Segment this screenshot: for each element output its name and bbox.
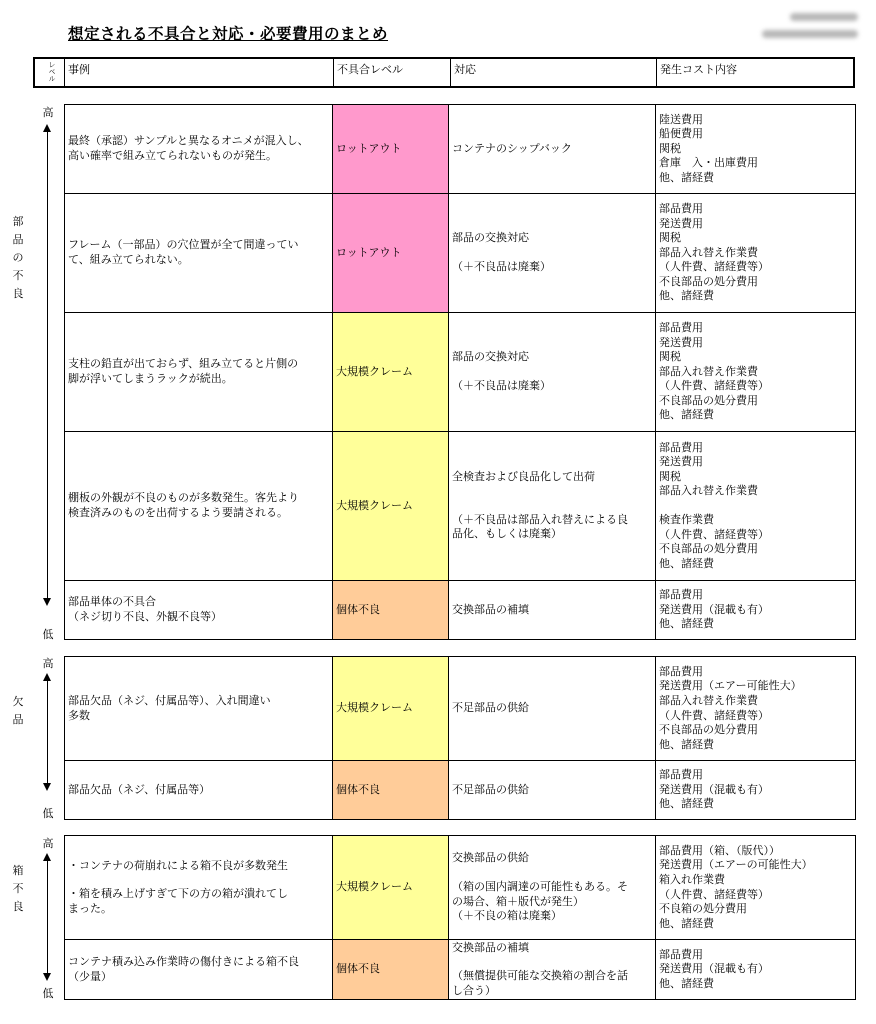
redacted-text xyxy=(762,30,858,38)
header-level: レベル xyxy=(35,59,65,86)
response-cell: 全検査および良品化して出荷 （＋不良品は部品入れ替えによる良 品化、もしくは廃棄） xyxy=(449,432,656,581)
cost-cell: 部品費用 発送費用（混載も有） 他、諸経費 xyxy=(656,581,856,640)
case-cell: ・コンテナの荷崩れによる箱不良が多数発生 ・箱を積み上げすぎて下の方の箱が潰れてし まった。 xyxy=(65,836,333,940)
header-response: 対応 xyxy=(451,59,657,86)
section-label-parts: 部品の不良 xyxy=(12,215,24,300)
cost-cell: 部品費用 発送費用（混載も有） 他、諸経費 xyxy=(656,940,856,1000)
table-row xyxy=(65,581,856,640)
severity-axis-missing xyxy=(37,655,59,820)
severity-cell: 大規模クレーム xyxy=(333,657,449,761)
cost-cell: 部品費用 発送費用 関税 部品入れ替え作業費 検査作業費 （人件費、諸経費等） 不良部品の処分費用 他、諸経費 xyxy=(656,432,856,581)
table-row xyxy=(65,432,856,581)
response-cell: 交換部品の補填 （無償提供可能な交換箱の割合を話 し合う） xyxy=(449,940,656,1000)
axis-low: 低 xyxy=(42,987,54,1000)
table-row xyxy=(65,940,856,1000)
axis-low: 低 xyxy=(42,628,54,641)
redacted-text xyxy=(790,13,858,21)
section-table-box xyxy=(64,835,856,1000)
severity-cell: ロットアウト xyxy=(333,105,449,194)
case-cell: 棚板の外観が不良のものが多数発生。客先より 検査済みのものを出荷するよう要請される。 xyxy=(65,432,333,581)
table-row xyxy=(65,194,856,313)
axis-line xyxy=(47,679,48,789)
response-cell: 不足部品の供給 xyxy=(449,657,656,761)
case-cell: 部品欠品（ネジ、付属品等）、入れ間違い 多数 xyxy=(65,657,333,761)
severity-cell: 大規模クレーム xyxy=(333,313,449,432)
table-row xyxy=(65,313,856,432)
cost-cell: 部品費用（箱、（版代）） 発送費用（エアーの可能性大） 箱入れ作業費 （人件費、諸経費等） 不良箱の処分費用 他、諸経費 xyxy=(656,836,856,940)
section-table-missing xyxy=(64,656,856,820)
arrow-down-icon xyxy=(43,973,51,981)
header-severity: 不具合レベル xyxy=(334,59,451,86)
cost-cell: 部品費用 発送費用（エアー可能性大） 部品入れ替え作業費 （人件費、諸経費等） 不良部品の処分費用 他、諸経費 xyxy=(656,657,856,761)
response-cell: 交換部品の供給 （箱の国内調達の可能性もある。そ の場合、箱＋版代が発生） （＋不良の箱は廃棄） xyxy=(449,836,656,940)
severity-cell: 大規模クレーム xyxy=(333,836,449,940)
section-table-parts xyxy=(64,104,856,640)
table-row xyxy=(65,105,856,194)
table-header xyxy=(33,57,855,88)
case-cell: フレーム（一部品）の穴位置が全て間違ってい て、組み立てられない。 xyxy=(65,194,333,313)
severity-cell: 大規模クレーム xyxy=(333,432,449,581)
cost-cell: 部品費用 発送費用（混載も有） 他、諸経費 xyxy=(656,761,856,820)
severity-axis-box xyxy=(37,835,59,1000)
cost-cell: 陸送費用 船便費用 関税 倉庫 入・出庫費用 他、諸経費 xyxy=(656,105,856,194)
document-title: 想定される不具合と対応・必要費用のまとめ xyxy=(68,25,389,43)
axis-high: 高 xyxy=(42,837,54,850)
header-case: 事例 xyxy=(65,59,334,86)
case-cell: コンテナ積み込み作業時の傷付きによる箱不良 （少量） xyxy=(65,940,333,1000)
section-label-missing: 欠品 xyxy=(12,695,24,726)
case-cell: 最終（承認）サンプルと異なるオニメが混入し、 高い確率で組み立てられないものが発生。 xyxy=(65,105,333,194)
section-label-box: 箱不良 xyxy=(12,864,24,913)
response-cell: 部品の交換対応 （＋不良品は廃棄） xyxy=(449,313,656,432)
axis-low: 低 xyxy=(42,807,54,820)
table-row xyxy=(65,836,856,940)
cost-cell: 部品費用 発送費用 関税 部品入れ替え作業費 （人件費、諸経費等） 不良部品の処分費用 他、諸経費 xyxy=(656,313,856,432)
case-cell: 支柱の鉛直が出ておらず、組み立てると片側の 脚が浮いてしまうラックが続出。 xyxy=(65,313,333,432)
severity-cell: 個体不良 xyxy=(333,940,449,1000)
table-row xyxy=(65,657,856,761)
response-cell: 部品の交換対応 （＋不良品は廃棄） xyxy=(449,194,656,313)
case-cell: 部品欠品（ネジ、付属品等） xyxy=(65,761,333,820)
axis-line xyxy=(47,130,48,604)
axis-line xyxy=(47,859,48,979)
severity-cell: 個体不良 xyxy=(333,761,449,820)
header-cost: 発生コスト内容 xyxy=(660,63,737,76)
severity-axis-parts xyxy=(37,104,59,642)
case-cell: 部品単体の不具合 （ネジ切り不良、外観不良等） xyxy=(65,581,333,640)
arrow-down-icon xyxy=(43,598,51,606)
axis-high: 高 xyxy=(42,106,54,119)
response-cell: コンテナのシップバック xyxy=(449,105,656,194)
response-cell: 交換部品の補填 xyxy=(449,581,656,640)
table-row xyxy=(65,761,856,820)
arrow-down-icon xyxy=(43,783,51,791)
severity-cell: 個体不良 xyxy=(333,581,449,640)
cost-cell: 部品費用 発送費用 関税 部品入れ替え作業費 （人件費、諸経費等） 不良部品の処分費用 他、諸経費 xyxy=(656,194,856,313)
axis-high: 高 xyxy=(42,657,54,670)
response-cell: 不足部品の供給 xyxy=(449,761,656,820)
severity-cell: ロットアウト xyxy=(333,194,449,313)
